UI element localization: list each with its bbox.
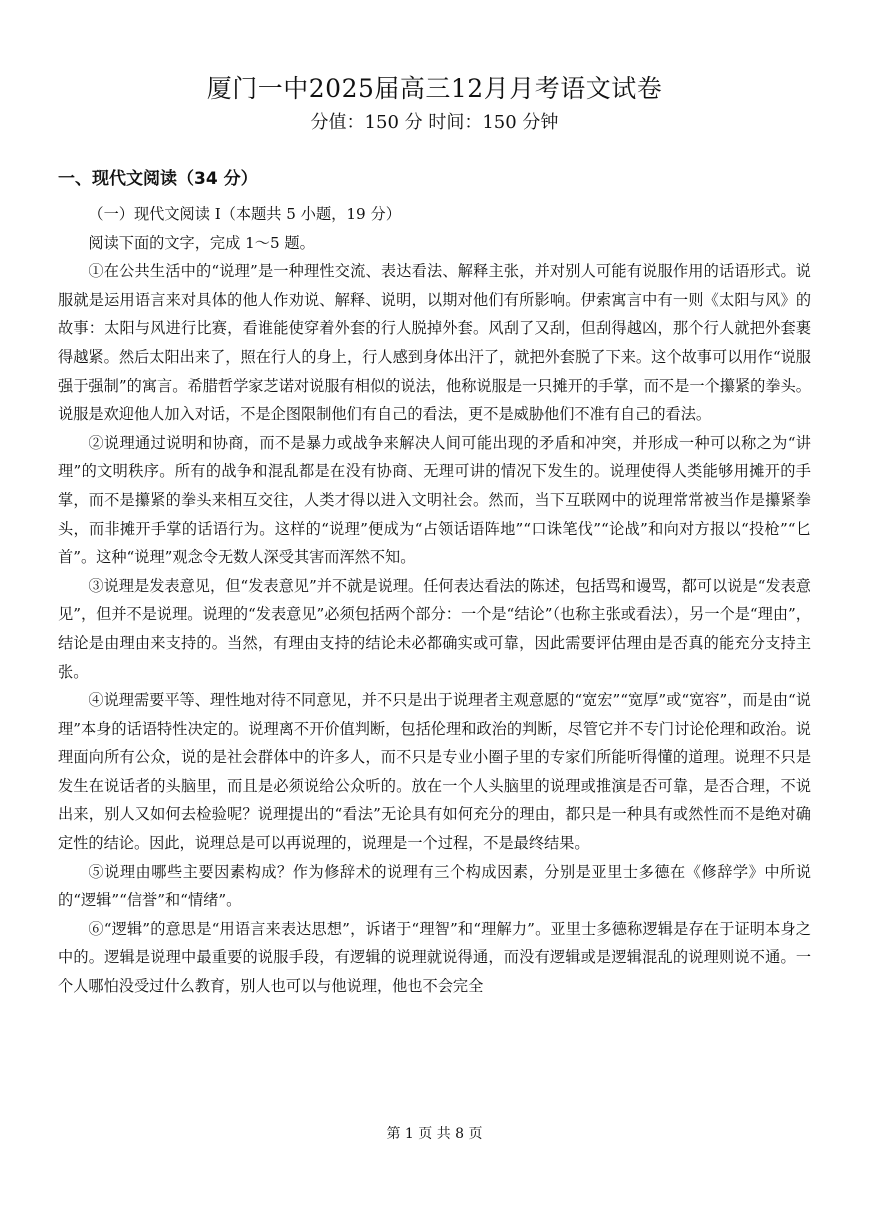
page-subtitle: 分值：150 分 时间：150 分钟 bbox=[310, 112, 559, 133]
paragraph-6: ⑥“逻辑”的意思是“用语言来表达思想”，诉诸于“理智”和“理解力”。亚里士多德称逻辑是存在于证明本身之中的。逻辑是说理中最重要的说服手段，有逻辑的说理就说得通，而没有逻辑或是逻辑混乱的说理则说不通。一个人哪怕没受过什么教育，别人也可以与他说理，他也不会完全 bbox=[58, 919, 811, 996]
instruction: 阅读下面的文字，完成 1～5 题。 bbox=[88, 233, 315, 252]
page-number: 第 1 页 共 8 页 bbox=[386, 1126, 483, 1142]
paragraph-5: ⑤说理由哪些主要因素构成？作为修辞术的说理有三个构成因素，分别是亚里士多德在《修辞学》中所说的“逻辑”“信誉”和“情绪”。 bbox=[58, 862, 811, 910]
paragraph-1: ①在公共生活中的“说理”是一种理性交流、表达看法、解释主张，并对别人可能有说服作用的话语形式。说服就是运用语言来对具体的他人作劝说、解释、说明，以期对他们有所影响。伊索寓言中有一则《太阳与风》的故事：太阳与风进行比赛，看谁能使穿着外套的行人脱掉外套。风刮了又刮，但刮得越凶，那个行人就把外套裹得越紧。然后太阳出来了，照在行人的身上，行人感到身体出汗了，就把外套脱了下来。这个故事可以用作“说服强于强制”的寓言。希腊哲学家芝诺对说服有相似的说法，他称说服是一只摊开的手掌，而不是一个攥紧的拳头。说服是欢迎他人加入对话，不是企图限制他们有自己的看法，更不是威胁他们不准有自己的看法。 bbox=[58, 262, 811, 424]
paragraph-2: ②说理通过说明和协商，而不是暴力或战争来解决人间可能出现的矛盾和冲突，并形成一种可以称之为“讲理”的文明秩序。所有的战争和混乱都是在没有协商、无理可讲的情况下发生的。说理使得人类能够用摊开的手掌，而不是攥紧的拳头来相互交往，人类才得以进入文明社会。然而，当下互联网中的说理常常被当作是攥紧拳头，而非摊开手掌的话语行为。这样的“说理”便成为“占领话语阵地”“口诛笔伐”“论战”和向对方报以“投枪”“匕首”。这种“说理”观念令无数人深受其害而浑然不知。 bbox=[58, 433, 811, 567]
paragraph-4: ④说理需要平等、理性地对待不同意见，并不只是出于说理者主观意愿的“宽宏”“宽厚”或“宽容”，而是由“说理”本身的话语特性决定的。说理离不开价值判断，包括伦理和政治的判断，尽管它并不专门讨论伦理和政治。说理面向所有公众，说的是社会群体中的许多人，而不只是专业小圈子里的专家们所能听得懂的道理。说理不只是发生在说话者的头脑里，而且是必须说给公众听的。放在一个人头脑里的说理或推演是否可靠，是否合理，不说出来，别人又如何去检验呢？说理提出的“看法”无论具有如何充分的理由，都只是一种具有或然性而不是绝对确定性的结论。因此，说理总是可以再说理的，说理是一个过程，不是最终结果。 bbox=[58, 691, 811, 853]
sub-heading: （一）现代文阅读 I（本题共 5 小题，19 分） bbox=[88, 205, 401, 223]
page-title: 厦门一中2025届高三12月月考语文试卷 bbox=[206, 74, 663, 103]
paragraph-3: ③说理是发表意见，但“发表意见”并不就是说理。任何表达看法的陈述，包括骂和谩骂，都可以说是“发表意见”，但并不是说理。说理的“发表意见”必须包括两个部分：一个是“结论”（也称主张或看法），另一个是“理由”，结论是由理由来支持的。当然，有理由支持的结论未必都确实或可靠，因此需要评估理由是否真的能充分支持主张。 bbox=[58, 576, 811, 681]
section-heading: 一、现代文阅读（34 分） bbox=[58, 169, 258, 189]
reading-passage bbox=[58, 200, 811, 1001]
